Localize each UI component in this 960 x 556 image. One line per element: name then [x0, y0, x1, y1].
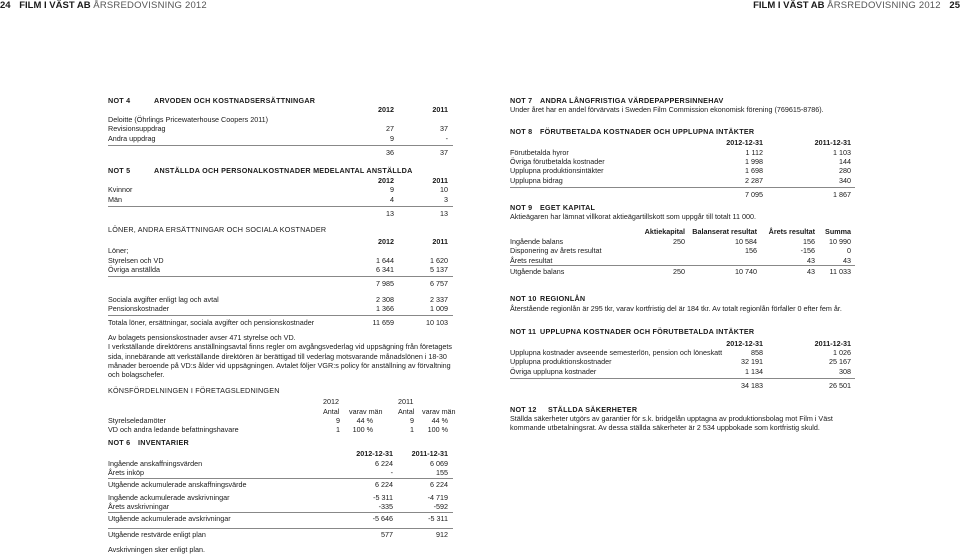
- loner-year-header: 2012 2011: [378, 236, 448, 246]
- table-row: Övriga upplupna kostnader 1 134 308: [510, 366, 851, 376]
- loner-subheading: LÖNER, ANDRA ERSÄTTNINGAR OCH SOCIALA KOSTNADER: [108, 225, 327, 235]
- table-row: Utgående restvärde enligt plan 577 912: [108, 528, 453, 539]
- loner-label: Löner;: [108, 246, 129, 256]
- table-row: Utgående ackumulerade anskaffningsvärde 6 224 6 224: [108, 478, 453, 489]
- table-row: Årets avskrivningar -335 -592: [108, 502, 448, 512]
- table-row: Styrelsen och VD 1 644 1 620: [108, 255, 448, 265]
- left-header: [0, 0, 207, 12]
- table-row: Andra uppdrag 9 -: [108, 133, 448, 143]
- year-2011: 2011: [432, 105, 448, 115]
- not9-total: Utgående balans 250 10 740 43 11 033: [510, 265, 855, 276]
- year-2012: 2012: [378, 105, 394, 115]
- left-header-sub: ÅRSREDOVISNING 2012: [93, 0, 207, 11]
- not4-total: 36 37: [108, 145, 453, 157]
- right-header-sub: ÅRSREDOVISNING 2012: [827, 0, 941, 11]
- table-row: Revisionsuppdrag 27 37: [108, 124, 448, 134]
- left-column: [108, 96, 456, 435]
- not6-dates: 2012-12-31 2011-12-31: [356, 449, 448, 459]
- not4-number: NOT 4: [108, 96, 131, 105]
- table-row: Ingående ackumulerade avskrivningar -5 311 -4 719: [108, 492, 448, 502]
- table-row: VD och andra ledande befattningshavare 1 100 % 1 100 %: [108, 425, 448, 435]
- left-page-number: 24: [0, 0, 11, 11]
- not10-text: Återstående regionlån är 295 tkr, varav kortfristig del är 184 tkr. Av totalt regionlån förfaller 0 efter fem år.: [510, 303, 842, 313]
- table-row: Män 4 3: [108, 194, 448, 204]
- vd-paragraph: I verkställande direktörens anställningsavtal finns regler om avgångsvederlag vid uppsägning från företagets sida, innebärande att verkställande direktören är berättigad till vederlag motsvarande månadslönen i 18-30 månader beroende på VD:s ålder vid uppsägningen. Avtalet följer VGR:s policy för anställning av förvaltning och bolagschefer.: [108, 342, 453, 380]
- not11-dates: 2012-12-31 2011-12-31: [726, 338, 851, 348]
- gender-cols: Antal varav män Antal varav män: [323, 406, 456, 416]
- not4-title: ARVODEN OCH KOSTNADSERSÄTTNINGAR: [154, 96, 316, 105]
- table-row: Pensionskostnader 1 366 1 009: [108, 304, 448, 314]
- not12-heading: NOT 12 STÄLLDA SÄKERHETER: [510, 404, 638, 414]
- right-page-number: 25: [949, 0, 960, 11]
- not6-note: Avskrivningen sker enligt plan.: [108, 544, 205, 554]
- table-row: Styrelseledamöter 9 44 % 9 44 %: [108, 416, 448, 426]
- left-header-title: FILM I VÄST AB: [19, 0, 91, 11]
- table-row: Upplupna bidrag 2 287 340: [510, 175, 851, 185]
- not7-text: Under året har en andel förvärvats i Sweden Film Commission ekonomisk förening (769615-8786).: [510, 105, 824, 115]
- gender-heading: KÖNSFÖRDELNINGEN I FÖRETAGSLEDNINGEN: [108, 385, 280, 395]
- table-row: Upplupna produktionsintäkter 1 698 280: [510, 166, 851, 176]
- not4-heading: [108, 96, 453, 105]
- table-row: Utgående ackumulerade avskrivningar -5 646 -5 311: [108, 512, 453, 523]
- table-row: Förutbetalda hyror 1 112 1 103: [510, 147, 851, 157]
- not9-columns: Aktiekapital Balanserat resultat Årets resultat Summa: [644, 227, 851, 237]
- not11-total: 34 183 26 501: [510, 378, 855, 390]
- table-row: Ingående balans 250 10 584 156 10 990: [510, 236, 851, 246]
- table-row: Upplupna kostnader avseende semesterlön, pension och löneskatt 858 1 026: [510, 347, 851, 357]
- table-row: Övriga förutbetalda kostnader 1 998 144: [510, 157, 851, 166]
- not5-total: 13 13: [108, 206, 453, 218]
- table-row: Kvinnor 9 10: [108, 185, 448, 195]
- not10-heading: NOT 10 REGIONLÅN: [510, 294, 586, 304]
- right-header: [753, 0, 960, 12]
- table-row: Övriga anställda 6 341 5 137: [108, 264, 448, 274]
- not9-text: Aktieägaren har lämnat villkorat aktieägartillskott som uppgår till totalt 11 000.: [510, 211, 756, 221]
- not5-heading: [108, 166, 453, 175]
- loner-total: 7 985 6 757: [108, 276, 453, 288]
- not6-section: [108, 438, 453, 554]
- table-row: Årets resultat 43 43: [510, 255, 851, 265]
- not8-total: 7 095 1 867: [510, 187, 855, 199]
- pension-note: Av bolagets pensionskostnader avser 471 styrelse och VD.: [108, 332, 296, 342]
- not8-heading: NOT 8 FÖRUTBETALDA KOSTNADER OCH UPPLUPNA INTÄKTER: [510, 126, 755, 136]
- not6-heading: NOT 6 INVENTARIER: [108, 438, 189, 447]
- not5-year-header: 2012 2011: [378, 175, 448, 185]
- table-row: Årets inköp - 155: [108, 468, 448, 478]
- table-row: Disponering av årets resultat 156 -156 0: [510, 246, 851, 256]
- table-row: Sociala avgifter enligt lag och avtal 2 308 2 337: [108, 294, 448, 304]
- not11-heading: NOT 11 UPPLUPNA KOSTNADER OCH FÖRUTBETALDA INTÄKTER: [510, 327, 755, 337]
- not4-year-header: [108, 105, 453, 114]
- not5-number: NOT 5: [108, 166, 131, 176]
- grand-total: Totala löner, ersättningar, sociala avgifter och pensionskostnader 11 659 10 103: [108, 315, 453, 327]
- not8-dates: 2012-12-31 2011-12-31: [726, 138, 851, 148]
- table-row: Ingående anskaffningsvärden 6 224 6 069: [108, 458, 448, 468]
- gender-years: 2012 2011: [323, 397, 414, 407]
- not4-firm: Deloitte (Öhrlings Pricewaterhouse Coopers 2011): [108, 114, 269, 124]
- not12-text: Ställda säkerheter utgörs av garantier för s.k. bridgelån upptagna av produktionsbolag mot Film i Väst kommande utbetalningsrat. Av dessa ställda säkerheter är 2 534 uppbokade som kortfristig skuld.: [510, 413, 833, 433]
- right-header-title: FILM I VÄST AB: [753, 0, 825, 11]
- not9-heading: NOT 9 EGET KAPITAL: [510, 202, 596, 212]
- not7-heading: NOT 7 ANDRA LÅNGFRISTIGA VÄRDEPAPPERSINNEHAV: [510, 96, 724, 105]
- not5-title: ANSTÄLLDA OCH PERSONALKOSTNADER MEDELANTAL ANSTÄLLDA: [154, 166, 413, 176]
- right-column: [510, 96, 855, 433]
- table-row: Upplupna produktionskostnader 32 191 25 167: [510, 357, 851, 367]
